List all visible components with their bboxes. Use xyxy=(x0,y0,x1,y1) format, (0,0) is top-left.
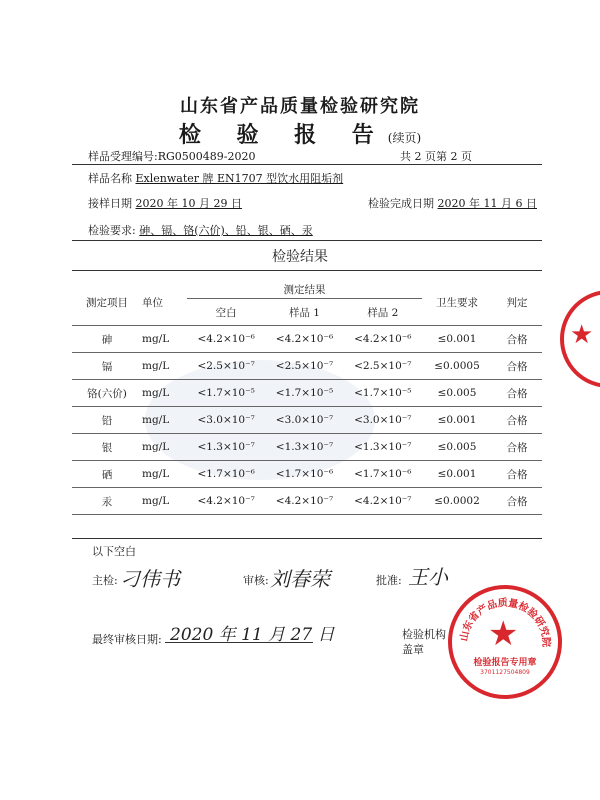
table-row xyxy=(72,353,542,380)
header-standard: 卫生要求 xyxy=(422,280,492,326)
table-header-row xyxy=(72,280,542,299)
table-row xyxy=(72,326,542,353)
seal-label: 检验机构 盖章 xyxy=(402,628,446,656)
sample-name: Exlenwater 牌 EN1707 型饮水用阻垢剂 xyxy=(135,172,344,185)
report-title-text: 检 验 报 告 xyxy=(178,122,388,148)
cell-item: 铬(六价) xyxy=(72,380,142,407)
cell-sample2: <1.7×10⁻⁶ xyxy=(344,461,422,488)
header-item: 测定项目 xyxy=(72,280,142,326)
table-row xyxy=(72,461,542,488)
cell-verdict: 合格 xyxy=(492,326,542,353)
cell-sample1: <4.2×10⁻⁶ xyxy=(265,326,343,353)
cell-sample1: <1.7×10⁻⁵ xyxy=(265,380,343,407)
final-date-label: 最终审核日期: xyxy=(92,633,162,646)
cell-verdict: 合格 xyxy=(492,407,542,434)
cell-verdict: 合格 xyxy=(492,380,542,407)
table-row xyxy=(72,407,542,434)
divider-line xyxy=(72,270,542,271)
inspector-label: 主检: xyxy=(92,574,118,587)
cell-standard: ≤0.001 xyxy=(422,461,492,488)
cell-standard: ≤0.001 xyxy=(422,326,492,353)
results-table xyxy=(72,280,542,515)
sample-number: RG0500489-2020 xyxy=(157,150,256,163)
cell-sample2: <1.7×10⁻⁵ xyxy=(344,380,422,407)
cell-item: 银 xyxy=(72,434,142,461)
sample-name-label: 样品名称 xyxy=(88,172,132,185)
header-blank: 空白 xyxy=(187,299,265,326)
cell-sample1: <4.2×10⁻⁷ xyxy=(265,488,343,515)
divider-line xyxy=(72,164,542,165)
cell-item: 硒 xyxy=(72,461,142,488)
header-verdict: 判定 xyxy=(492,280,542,326)
approver-label: 批准: xyxy=(376,574,402,587)
report-title xyxy=(0,118,600,149)
cell-unit: mg/L xyxy=(142,326,187,353)
sample-number-row xyxy=(88,148,256,164)
cell-standard: ≤0.005 xyxy=(422,434,492,461)
divider-line xyxy=(72,240,542,241)
receive-date-row xyxy=(88,195,242,211)
institute-name: 山东省产品质量检验研究院 xyxy=(180,96,420,117)
cell-unit: mg/L xyxy=(142,353,187,380)
complete-date-row xyxy=(368,195,537,211)
cell-verdict: 合格 xyxy=(492,461,542,488)
cell-sample2: <4.2×10⁻⁷ xyxy=(344,488,422,515)
cell-blank: <3.0×10⁻⁷ xyxy=(187,407,265,434)
official-seal xyxy=(448,585,562,699)
blank-below-note: 以下空白 xyxy=(92,545,136,558)
receive-date: 2020 年 10 月 29 日 xyxy=(135,197,242,210)
table-row xyxy=(72,434,542,461)
requirement-label: 检验要求: xyxy=(88,224,136,237)
cell-item: 铅 xyxy=(72,407,142,434)
cell-sample1: <2.5×10⁻⁷ xyxy=(265,353,343,380)
cell-unit: mg/L xyxy=(142,407,187,434)
star-icon: ★ xyxy=(570,320,594,350)
cell-verdict: 合格 xyxy=(492,488,542,515)
cell-sample1: <1.7×10⁻⁶ xyxy=(265,461,343,488)
header-sample2: 样品 2 xyxy=(344,299,422,326)
cell-standard: ≤0.0002 xyxy=(422,488,492,515)
complete-date: 2020 年 11 月 6 日 xyxy=(437,197,537,210)
inspector-signature: 刁伟书 xyxy=(120,567,180,591)
cell-blank: <4.2×10⁻⁷ xyxy=(187,488,265,515)
complete-date-label: 检验完成日期 xyxy=(368,197,434,210)
cell-blank: <2.5×10⁻⁷ xyxy=(187,353,265,380)
header-sample1: 样品 1 xyxy=(265,299,343,326)
reviewer-signature: 刘春荣 xyxy=(270,567,330,591)
edge-seal xyxy=(560,290,600,388)
seal-number: 3701127504809 xyxy=(480,669,530,676)
page-info: 共 2 页第 2 页 xyxy=(400,150,472,163)
table-row xyxy=(72,488,542,515)
divider-line xyxy=(72,538,542,539)
seal-top-text: 山东省产品质量检验研究院 xyxy=(458,597,552,648)
cell-sample2: <4.2×10⁻⁶ xyxy=(344,326,422,353)
sample-name-row xyxy=(88,170,343,186)
cell-sample2: <2.5×10⁻⁷ xyxy=(344,353,422,380)
continued-label: (续页) xyxy=(387,131,422,145)
cell-standard: ≤0.001 xyxy=(422,407,492,434)
cell-unit: mg/L xyxy=(142,434,187,461)
reviewer-label: 审核: xyxy=(243,574,269,587)
cell-standard: ≤0.005 xyxy=(422,380,492,407)
star-icon: ★ xyxy=(488,614,519,654)
approver-signature: 王小 xyxy=(408,565,448,589)
cell-unit: mg/L xyxy=(142,380,187,407)
header-unit: 单位 xyxy=(142,280,187,326)
cell-blank: <1.7×10⁻⁵ xyxy=(187,380,265,407)
requirement-row xyxy=(88,222,313,238)
seal-bottom-text: 检验报告专用章 xyxy=(473,658,537,668)
cell-standard: ≤0.0005 xyxy=(422,353,492,380)
cell-sample2: <1.3×10⁻⁷ xyxy=(344,434,422,461)
requirement: 砷、镉、铬(六价)、铅、银、硒、汞 xyxy=(139,224,313,237)
date-underline xyxy=(165,642,313,643)
receive-date-label: 接样日期 xyxy=(88,197,132,210)
cell-blank: <1.7×10⁻⁶ xyxy=(187,461,265,488)
cell-blank: <1.3×10⁻⁷ xyxy=(187,434,265,461)
cell-sample1: <3.0×10⁻⁷ xyxy=(265,407,343,434)
cell-blank: <4.2×10⁻⁶ xyxy=(187,326,265,353)
cell-sample2: <3.0×10⁻⁷ xyxy=(344,407,422,434)
cell-verdict: 合格 xyxy=(492,353,542,380)
table-row xyxy=(72,380,542,407)
cell-item: 汞 xyxy=(72,488,142,515)
cell-unit: mg/L xyxy=(142,488,187,515)
cell-unit: mg/L xyxy=(142,461,187,488)
cell-sample1: <1.3×10⁻⁷ xyxy=(265,434,343,461)
cell-verdict: 合格 xyxy=(492,434,542,461)
results-title: 检验结果 xyxy=(272,249,328,265)
final-date: 2020 年 11 月 27 日 xyxy=(170,625,335,645)
sample-number-label: 样品受理编号: xyxy=(88,150,158,163)
header-measured: 测定结果 xyxy=(187,280,422,299)
cell-item: 镉 xyxy=(72,353,142,380)
cell-item: 砷 xyxy=(72,326,142,353)
